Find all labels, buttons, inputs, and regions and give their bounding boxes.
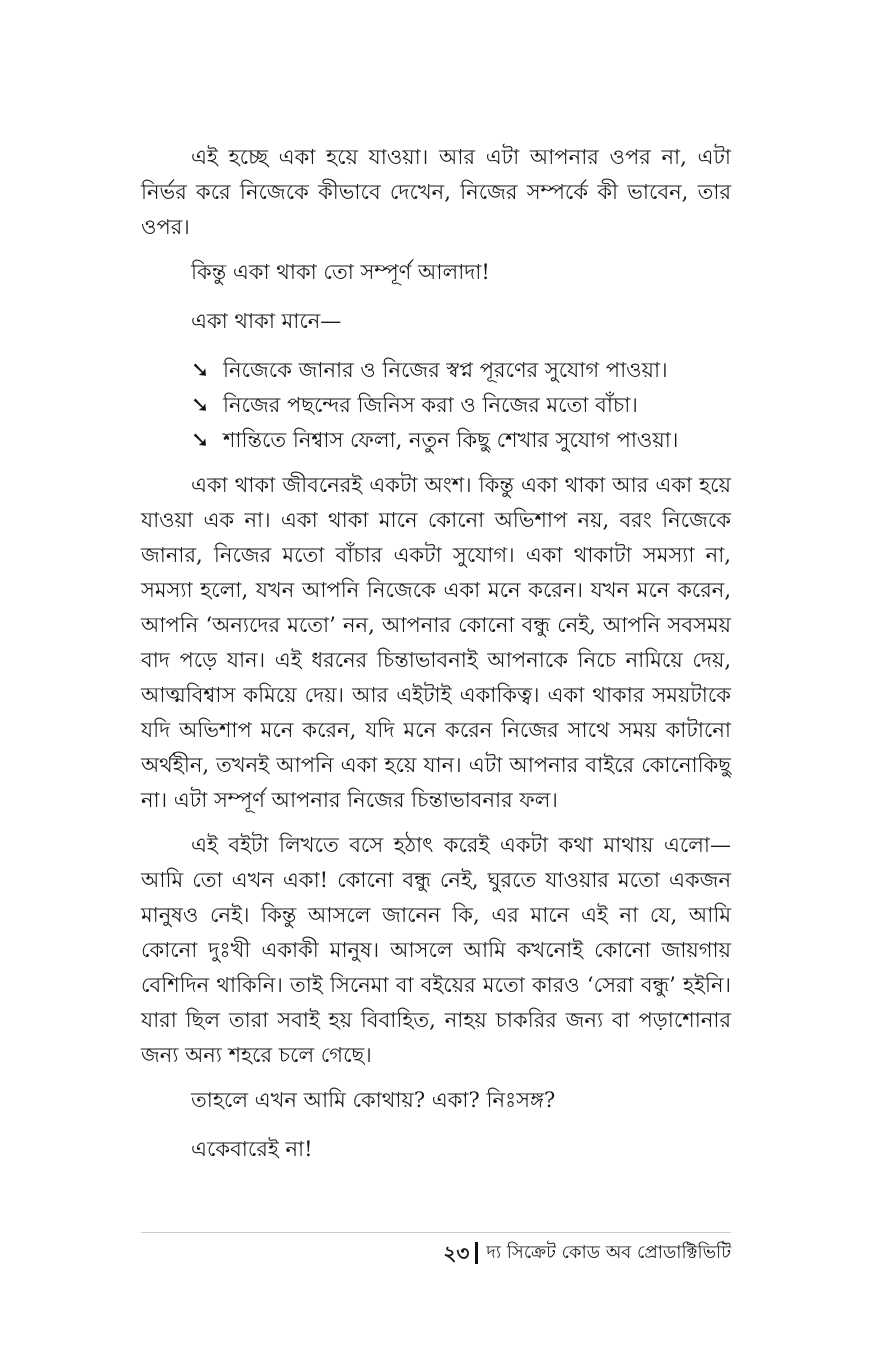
list-item	[141, 423, 731, 458]
list-item-text: নিজের পছন্দের জিনিস করা ও নিজের মতো বাঁচা।	[223, 393, 638, 417]
list-item	[141, 353, 731, 388]
paragraph-4: একা থাকা জীবনেরই একটা অংশ। কিন্তু একা থাকা আর একা হয়ে যাওয়া এক না। একা থাকা মানে কোনো অভিশাপ নয়, বরং নিজেকে জানার, নিজের মতো বাঁচার একটা সুযোগ। একা থাকাটা সমস্যা না, সমস্যা হলো, যখন আপনি নিজেকে একা মনে করেন। যখন মনে করেন, আপনি ‘অন্যদের মতো’ নন, আপনার কোনো বন্ধু নেই, আপনি সবসময় বাদ পড়ে যান। এই ধরনের চিন্তাভাবনাই আপনাকে নিচে নামিয়ে দেয়, আত্মবিশ্বাস কমিয়ে দেয়। আর এইটাই একাকিত্ব। একা থাকার সময়টাকে যদি অভিশাপ মনে করেন, যদি মনে করেন নিজের সাথে সময় কাটানো অর্থহীন, তখনই আপনি একা হয়ে যান। এটা আপনার বাইরে কোনোকিছু না। এটা সম্পূর্ণ আপনার নিজের চিন্তাভাবনার ফল।	[141, 473, 731, 812]
arrow-down-right-icon: ➘	[191, 428, 210, 453]
arrow-down-right-icon: ➘	[191, 358, 210, 383]
list-item-text: নিজেকে জানার ও নিজের স্বপ্ন পূরণের সুযোগ পাওয়া।	[223, 358, 668, 382]
page-number: ২৩	[443, 1241, 470, 1265]
page-footer	[141, 1232, 731, 1267]
bullet-list	[141, 353, 731, 458]
arrow-down-right-icon: ➘	[191, 393, 210, 418]
paragraph-3: একা থাকা মানে—	[191, 309, 342, 333]
paragraph-5: এই বইটা লিখতে বসে হঠাৎ করেই একটা কথা মাথায় এলো— আমি তো এখন একা! কোনো বন্ধু নেই, ঘুরতে যাওয়ার মতো একজন মানুষও নেই। কিন্তু আসলে জানেন কি, এর মানে এই না যে, আমি কোনো দুঃখী একাকী মানুষ। আসলে আমি কখনোই কোনো জায়গায় বেশিদিন থাকিনি। তাই সিনেমা বা বইয়ের মতো কারও ‘সেরা বন্ধু’ হইনি। যারা ছিল তারা সবাই হয় বিবাহিত, নাহয় চাকরির জন্য বা পড়াশোনার জন্য অন্য শহরে চলে গেছে।	[141, 833, 731, 1067]
list-item	[141, 388, 731, 423]
book-title: দ্য সিক্রেট কোড অব প্রোডাক্টিভিটি	[486, 1242, 731, 1263]
paragraph-1: এই হচ্ছে একা হয়ে যাওয়া। আর এটা আপনার ওপর না, এটা নির্ভর করে নিজেকে কীভাবে দেখেন, নিজের সম্পর্কে কী ভাবেন, তার ওপর।	[141, 145, 731, 239]
footer-divider	[475, 1242, 478, 1264]
paragraph-7: একেবারেই না!	[191, 1137, 313, 1161]
paragraph-6: তাহলে এখন আমি কোথায়? একা? নিঃসঙ্গ?	[191, 1088, 556, 1112]
paragraph-2: কিন্তু একা থাকা তো সম্পূর্ণ আলাদা!	[191, 260, 490, 284]
list-item-text: শান্তিতে নিশ্বাস ফেলা, নতুন কিছু শেখার সুযোগ পাওয়া।	[223, 428, 679, 452]
page-body	[141, 140, 731, 1181]
